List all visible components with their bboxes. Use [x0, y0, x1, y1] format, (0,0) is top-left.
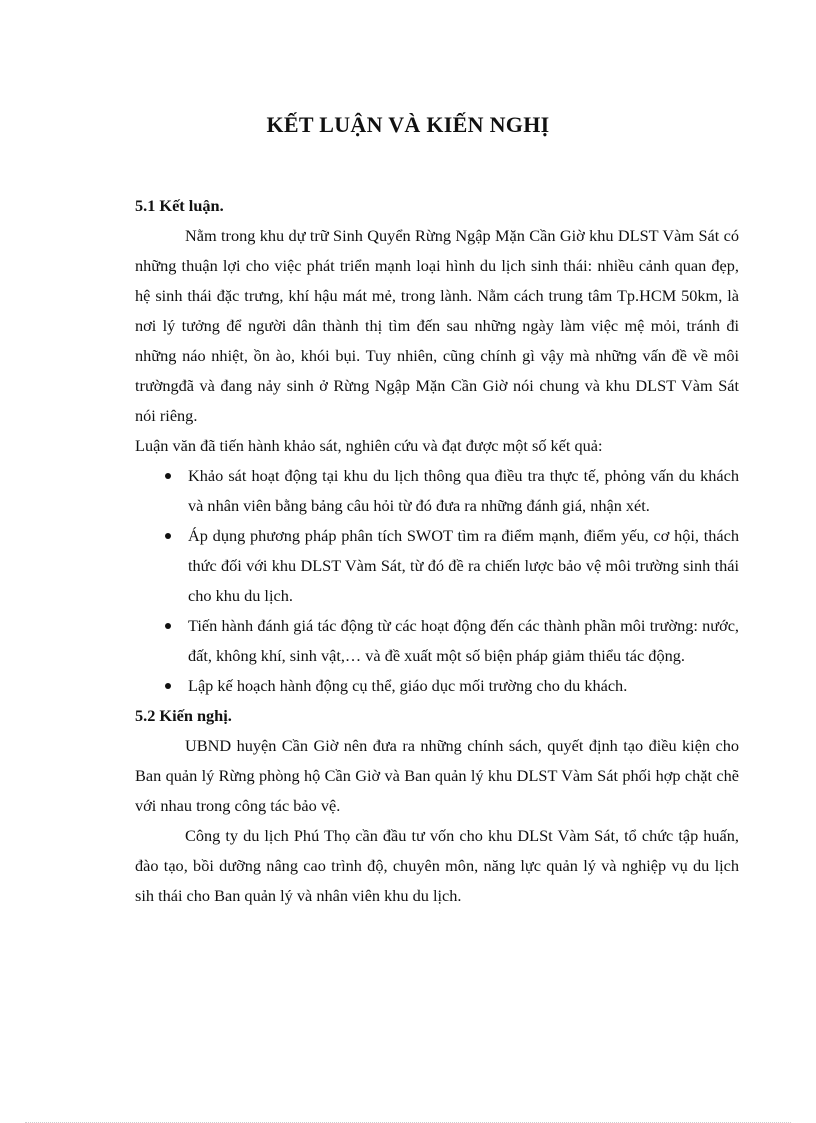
section-heading-conclusion: 5.1 Kết luận.: [135, 196, 224, 215]
list-item-text: Tiến hành đánh giá tác động từ các hoạt động đến các thành phần môi trường: nước, đất, không khí, sinh vật,… và đề xuất một số biện pháp giảm thiểu tác động.: [188, 616, 739, 665]
list-item: [135, 671, 739, 701]
bullet-icon: [165, 473, 171, 479]
list-item-text: Áp dụng phương pháp phân tích SWOT tìm ra điểm mạnh, điểm yếu, cơ hội, thách thức đối với khu DLST Vàm Sát, từ đó đề ra chiến lược bảo vệ môi trường sinh thái cho khu du lịch.: [188, 526, 739, 605]
recommendation-paragraph: UBND huyện Cần Giờ nên đưa ra những chính sách, quyết định tạo điều kiện cho Ban quản lý Rừng phòng hộ Cần Giờ và Ban quản lý khu DLST Vàm Sát phối hợp chặt chẽ với nhau trong công tác bảo vệ.: [135, 736, 739, 815]
list-item: [135, 611, 739, 671]
results-lead: Luận văn đã tiến hành khảo sát, nghiên cứu và đạt được một số kết quả:: [135, 436, 603, 455]
page-title: KẾT LUẬN VÀ KIẾN NGHỊ: [266, 112, 550, 137]
bullet-icon: [165, 683, 171, 689]
bullet-icon: [165, 623, 171, 629]
list-item: [135, 461, 739, 521]
bullet-icon: [165, 533, 171, 539]
section-heading-recommendations: 5.2 Kiến nghị.: [135, 706, 232, 725]
results-list: [135, 461, 739, 701]
list-item: [135, 521, 739, 611]
list-item-text: Khảo sát hoạt động tại khu du lịch thông qua điều tra thực tế, phỏng vấn du khách và nhân viên bằng bảng câu hỏi từ đó đưa ra những đánh giá, nhận xét.: [188, 466, 739, 515]
conclusion-paragraph: Nằm trong khu dự trữ Sinh Quyển Rừng Ngập Mặn Cần Giờ khu DLST Vàm Sát có những thuận lợi cho việc phát triển mạnh loại hình du lịch sinh thái: nhiều cảnh quan đẹp, hệ sinh thái đặc trưng, khí hậu mát mẻ, trong lành. Nằm cách trung tâm Tp.HCM 50km, là nơi lý tưởng để người dân thành thị tìm đến sau những ngày làm việc mệ mỏi, tránh đi những náo nhiệt, ồn ào, khói bụi. Tuy nhiên, cũng chính gì vậy mà những vấn đề về môi trườngđã và đang nảy sinh ở Rừng Ngập Mặn Cần Giờ nói chung và khu DLST Vàm Sát nói riêng.: [135, 226, 739, 425]
list-item-text: Lập kế hoạch hành động cụ thể, giáo dục mối trường cho du khách.: [188, 676, 628, 695]
document-body: [135, 191, 739, 911]
recommendation-paragraph: Công ty du lịch Phú Thọ cần đầu tư vốn cho khu DLSt Vàm Sát, tổ chức tập huấn, đào tạo, bồi dưỡng nâng cao trình độ, chuyên môn, năng lực quản lý và nghiệp vụ du lịch sih thái cho Ban quản lý và nhân viên khu du lịch.: [135, 826, 739, 905]
